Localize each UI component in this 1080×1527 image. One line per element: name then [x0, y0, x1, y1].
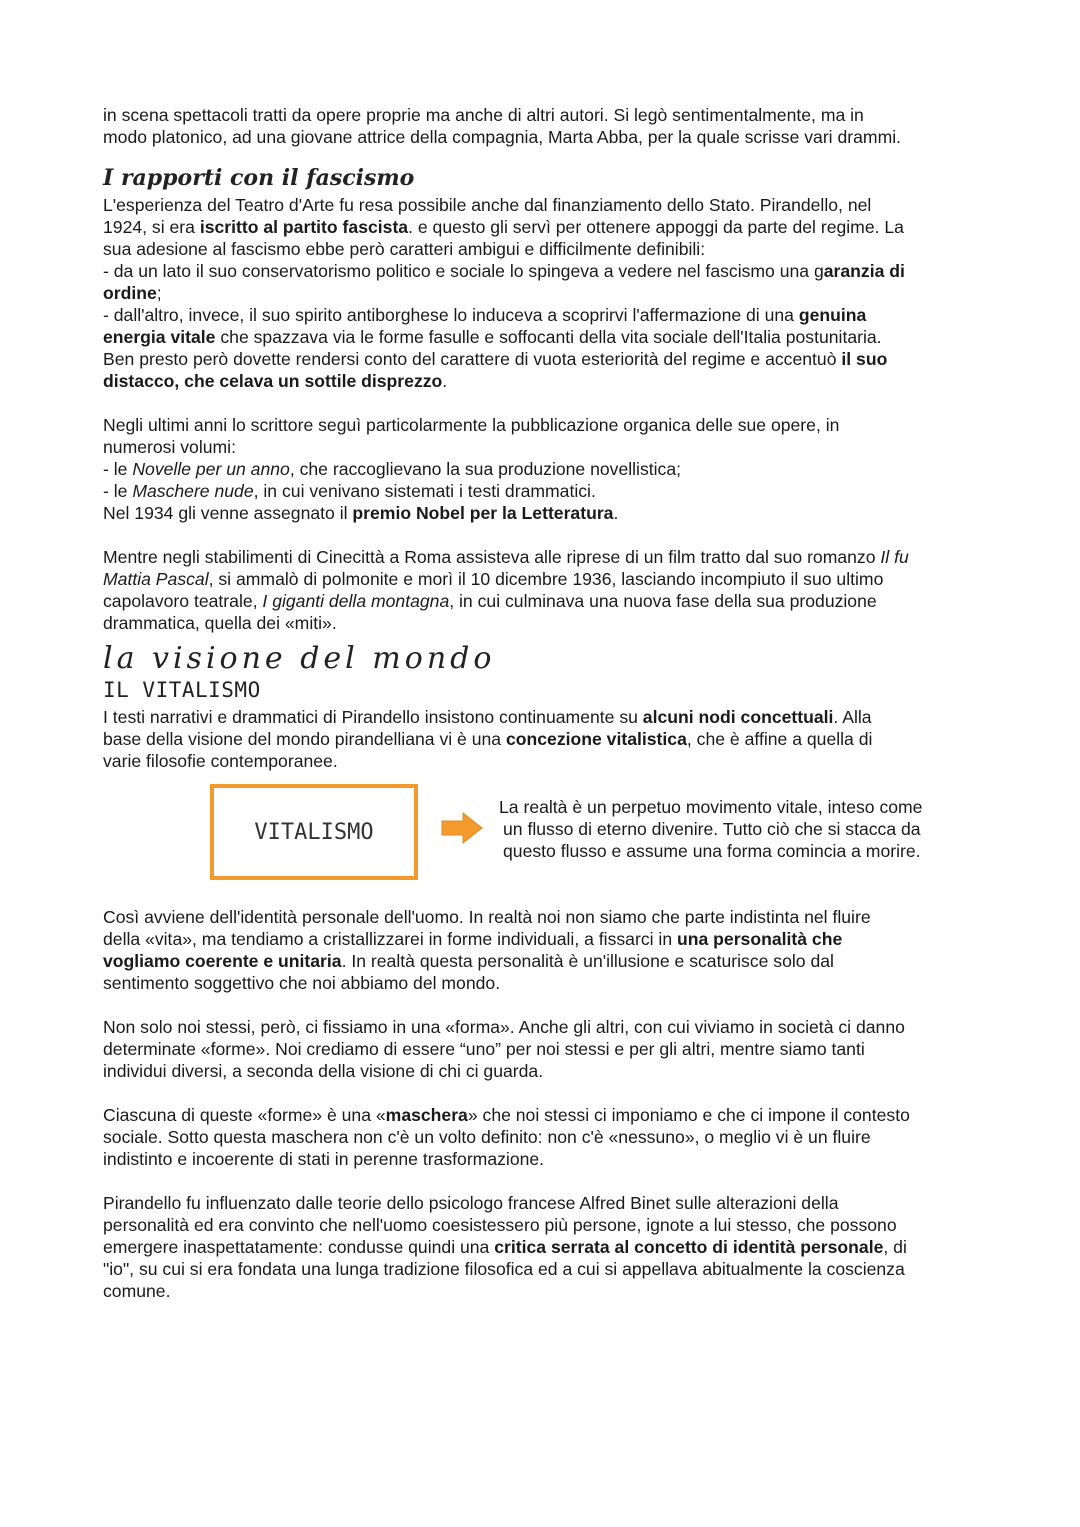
subheading-vitalismo: IL VITALISMO	[103, 678, 261, 702]
text-line: della «vita», ma tendiamo a cristallizzarei in forme individuali, a fissarci in una personalità che	[103, 929, 843, 949]
bold-text: iscritto al partito fascista	[199, 217, 409, 237]
text-line: L'esperienza del Teatro d'Arte fu resa possibile anche dal finanziamento dello Stato. Pirandello, nel	[103, 195, 872, 215]
text-line: questo flusso e assume una forma comincia a morire.	[503, 841, 921, 861]
text-line: Non solo noi stessi, però, ci fissiamo in una «forma». Anche gli altri, con cui viviamo in società ci danno	[103, 1017, 905, 1037]
text-line: ordine;	[103, 283, 162, 303]
bold-text: energia vitale	[103, 327, 216, 347]
bold-text: il suo	[841, 349, 888, 369]
bold-text: alcuni nodi concettuali	[642, 707, 834, 727]
section-heading-visione: la visione del mondo	[103, 641, 496, 676]
text-line: - le Novelle per un anno, che raccoglievano la sua produzione novellistica;	[103, 459, 682, 479]
text-line: numerosi volumi:	[103, 437, 236, 457]
italic-title: I giganti della montagna	[262, 591, 450, 611]
text-line: in scena spettacoli tratti da opere proprie ma anche di altri autori. Si legò sentimentalmente, ma in	[103, 105, 864, 125]
intro-paragraph	[103, 104, 983, 148]
text-line: Ciascuna di queste «forme» è una «maschera» che noi stessi ci imponiamo e che ci impone il contesto	[103, 1105, 910, 1125]
bold-text: maschera	[385, 1105, 468, 1125]
italic-title: Il fu	[880, 547, 909, 567]
bold-text: una personalità che	[677, 929, 843, 949]
arrow-right-icon	[441, 812, 483, 844]
text-line: 1924, si era iscritto al partito fascista. e questo gli servì per ottenere appoggi da parte del regime. La	[103, 217, 904, 237]
text-line: distacco, che celava un sottile disprezzo.	[103, 371, 448, 391]
vitalismo-box-label: VITALISMO	[254, 819, 374, 845]
text-line: - le Maschere nude, in cui venivano sistemati i testi drammatici.	[103, 481, 596, 501]
vitalismo-box	[210, 784, 418, 880]
binet-paragraph	[103, 1192, 983, 1302]
text-line: drammatica, quella dei «miti».	[103, 613, 337, 633]
fascismo-paragraph	[103, 194, 983, 392]
text-line: modo platonico, ad una giovane attrice della compagnia, Marta Abba, per la quale scrisse vari drammi.	[103, 127, 902, 147]
text-line: indistinto e incoerente di stati in perenne trasformazione.	[103, 1149, 545, 1169]
text-line: individui diversi, a seconda della visione di chi ci guarda.	[103, 1061, 544, 1081]
text-line: varie filosofie contemporanee.	[103, 751, 338, 771]
text-line: emergere inaspettatamente: condusse quindi una critica serrata al concetto di identità personale, di	[103, 1237, 907, 1257]
text-line: sua adesione al fascismo ebbe però caratteri ambigui e difficilmente definibili:	[103, 239, 706, 259]
text-line: energia vitale che spazzava via le forme fasulle e soffocanti della vita sociale dell'Italia postunitaria.	[103, 327, 882, 347]
text-line: Ben presto però dovette rendersi conto del carattere di vuota esteriorità del regime e accentuò il suo	[103, 349, 888, 369]
identita-paragraph	[103, 906, 983, 994]
italic-title: Maschere nude	[132, 481, 254, 501]
vitalismo-definition	[499, 796, 969, 862]
italic-title: Mattia Pascal	[103, 569, 209, 589]
bold-text: vogliamo coerente e unitaria	[103, 951, 342, 971]
bold-text: aranzia di	[823, 261, 905, 281]
morte-paragraph	[103, 546, 983, 634]
text-line: Negli ultimi anni lo scrittore seguì particolarmente la pubblicazione organica delle sue opere, in	[103, 415, 840, 435]
text-line: base della visione del mondo pirandelliana vi è una concezione vitalistica, che è affine a quella di	[103, 729, 873, 749]
section-heading-fascismo: I rapporti con il fascismo	[103, 165, 415, 191]
text-line: comune.	[103, 1281, 171, 1301]
bold-text: concezione vitalistica	[505, 729, 687, 749]
text-line: - da un lato il suo conservatorismo politico e sociale lo spingeva a vedere nel fascismo una garanzia di	[103, 261, 905, 281]
text-line: determinate «forme». Noi crediamo di essere “uno” per noi stessi e per gli altri, mentre siamo tanti	[103, 1039, 865, 1059]
document-page	[103, 104, 983, 1302]
bold-text: critica serrata al concetto di identità personale	[494, 1237, 884, 1257]
text-line: sociale. Sotto questa maschera non c'è un volto definito: non c'è «nessuno», o meglio vi è un fluire	[103, 1127, 871, 1147]
text-line: Mattia Pascal, si ammalò di polmonite e morì il 10 dicembre 1936, lasciando incompiuto il suo ultimo	[103, 569, 884, 589]
text-line: La realtà è un perpetuo movimento vitale, inteso come	[499, 797, 923, 817]
bold-text: premio Nobel per la Letteratura	[352, 503, 614, 523]
vitalismo-diagram	[103, 782, 983, 900]
text-line: - dall'altro, invece, il suo spirito antiborghese lo induceva a scoprirvi l'affermazione di una genuina	[103, 305, 867, 325]
text-line: "io", su cui si era fondata una lunga tradizione filosofica ed a cui si appellava abitualmente la coscienza	[103, 1259, 905, 1279]
maschera-paragraph	[103, 1104, 983, 1170]
text-line: un flusso di eterno divenire. Tutto ciò che si stacca da	[503, 819, 921, 839]
text-line: sentimento soggettivo che noi abbiamo del mondo.	[103, 973, 501, 993]
bold-text: distacco, che celava un sottile disprezzo	[103, 371, 443, 391]
bold-text: genuina	[798, 305, 867, 325]
forma-paragraph	[103, 1016, 983, 1082]
text-line: I testi narrativi e drammatici di Pirandello insistono continuamente su alcuni nodi concettuali. Alla	[103, 707, 872, 727]
italic-title: Novelle per un anno	[132, 459, 290, 479]
text-line: vogliamo coerente e unitaria. In realtà questa personalità è un'illusione e scaturisce solo dal	[103, 951, 834, 971]
text-line: Pirandello fu influenzato dalle teorie dello psicologo francese Alfred Binet sulle alterazioni della	[103, 1193, 839, 1213]
text-line: personalità ed era convinto che nell'uomo coesistessero più persone, ignote a lui stesso, che possono	[103, 1215, 897, 1235]
bold-text: ordine	[103, 283, 157, 303]
text-line: Così avviene dell'identità personale dell'uomo. In realtà noi non siamo che parte indistinta nel fluire	[103, 907, 871, 927]
ultimi-anni-paragraph	[103, 414, 983, 524]
text-line: capolavoro teatrale, I giganti della montagna, in cui culminava una nuova fase della sua produzione	[103, 591, 877, 611]
text-line: Nel 1934 gli venne assegnato il premio Nobel per la Letteratura.	[103, 503, 619, 523]
visione-paragraph	[103, 706, 983, 772]
text-line: Mentre negli stabilimenti di Cinecittà a Roma assisteva alle riprese di un film tratto dal suo romanzo Il fu	[103, 547, 909, 567]
